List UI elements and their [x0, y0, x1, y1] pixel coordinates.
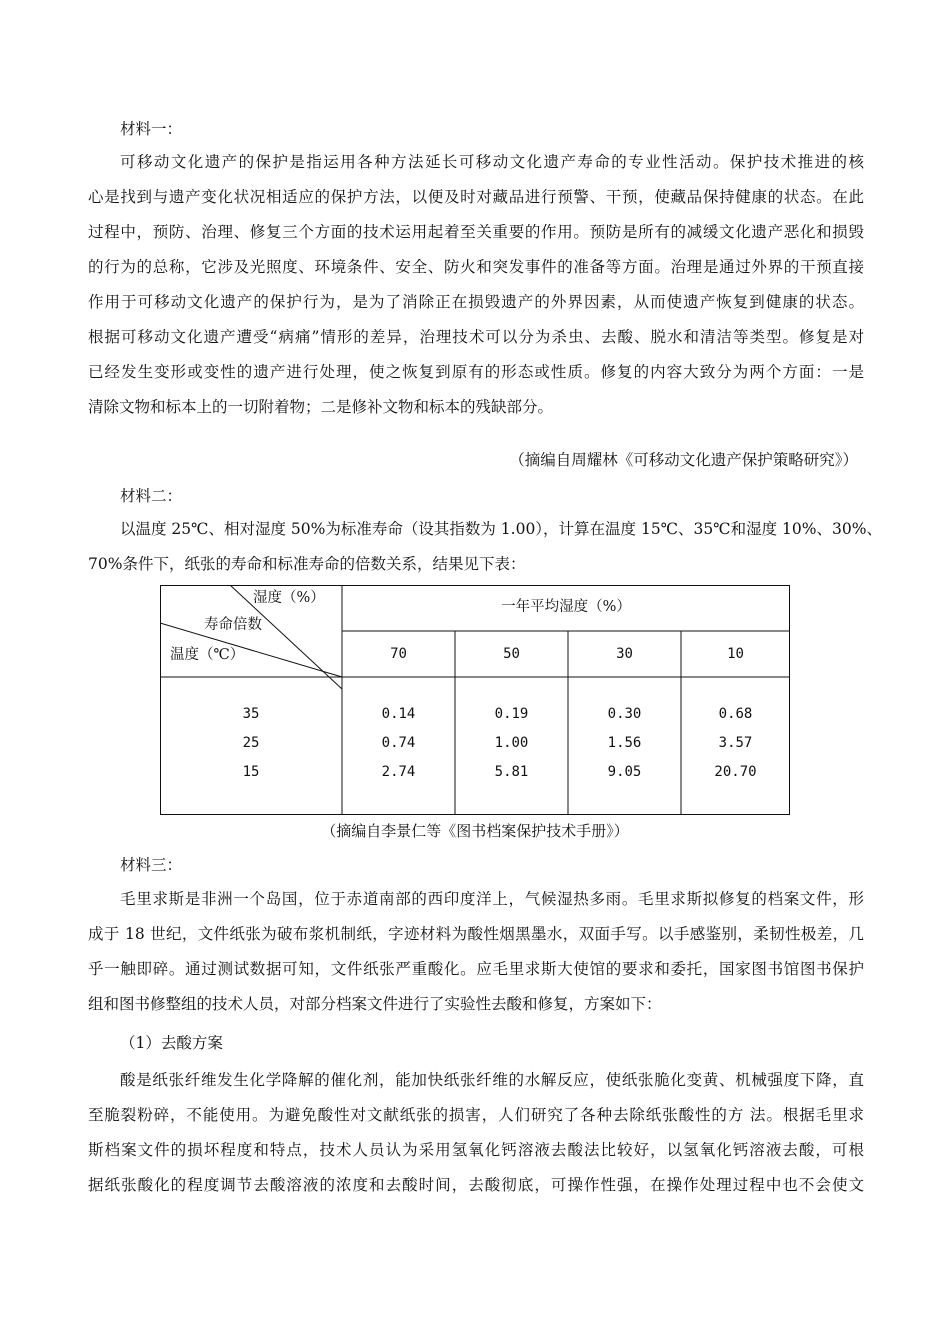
material-3-paragraph-line: 斯档案文件的损坏程度和特点，技术人员认为采用氢氧化钙溶液去酸法比较好，以氢氧化钙溶液去酸，可根	[88, 1141, 864, 1159]
table-corner-multiplier-label: 寿命倍数	[204, 617, 262, 633]
material-1-line: 作用于可移动文化遗产的保护行为，是为了消除正在损毁遗产的外界因素，从而使遗产恢复到健康的状态。	[88, 293, 864, 311]
table-col-header: 10	[727, 646, 744, 662]
table-cell: 0.14	[381, 706, 416, 722]
material-1-source: （摘编自周耀林《可移动文化遗产保护策略研究》）	[509, 451, 858, 469]
material-3-paragraph-line: 至脆裂粉碎，不能使用。为避免酸性对文献纸张的损害，人们研究了各种去除纸张酸性的方 法。根据毛里求	[88, 1106, 864, 1124]
material-2-source: （摘编自李景仁等《图书档案保护技术手册》）	[321, 822, 629, 840]
table-cell: 20.70	[714, 764, 757, 780]
material-2-line: 以温度 25℃、相对湿度 50%为标准寿命（设其指数为 1.00），计算在温度 15℃、35℃和湿度 10%、30%、	[120, 520, 882, 538]
material-1-line: 清除文物和标本上的一切附着物；二是修补文物和标本的残缺部分。	[88, 398, 554, 416]
table-cell: 9.05	[607, 764, 642, 780]
table-cell: 3.57	[718, 735, 753, 751]
life-multiplier-table	[160, 585, 790, 815]
material-1-line: 已经发生变形或变性的遗产进行处理，使之恢复到原有的形态或性质。修复的内容大致分为两个方面：一是	[88, 363, 864, 381]
material-3-heading: 材料三：	[120, 856, 183, 874]
table-cell: 0.30	[607, 706, 642, 722]
material-3-subheading: （1）去酸方案	[120, 1034, 223, 1052]
material-2-heading: 材料二：	[120, 487, 183, 505]
table-row-temperature: 25	[242, 735, 260, 751]
table-corner-temperature-label: 温度（℃）	[170, 647, 245, 663]
material-1-line: 可移动文化遗产的保护是指运用各种方法延长可移动文化遗产寿命的专业性活动。保护技术推进的核	[120, 153, 864, 171]
table-cell: 1.00	[494, 735, 529, 751]
table-col-header: 30	[616, 646, 633, 662]
material-1-line: 过程中，预防、治理、修复三个方面的技术运用起着至关重要的作用。预防是所有的减缓文化遗产恶化和损毁	[88, 223, 864, 241]
material-3-line: 乎一触即碎。通过测试数据可知，文件纸张严重酸化。应毛里求斯大使馆的要求和委托，国家图书馆图书保护	[88, 960, 864, 978]
table-cell: 1.56	[607, 735, 642, 751]
table-col-header: 70	[390, 646, 407, 662]
material-2-line: 70%条件下，纸张的寿命和标准寿命的倍数关系，结果见下表：	[88, 555, 526, 573]
table-cell: 0.74	[381, 735, 416, 751]
table-corner-humidity-label: 湿度（%）	[253, 590, 325, 606]
material-1-heading: 材料一：	[120, 120, 183, 138]
material-3-paragraph-line: 据纸张酸化的程度调节去酸溶液的浓度和去酸时间，去酸彻底，可操作性强，在操作处理过程中也不会使文	[88, 1176, 864, 1194]
table-cell: 0.19	[494, 706, 529, 722]
table-group-header: 一年平均湿度（%）	[501, 599, 631, 615]
material-1-line: 根据可移动文化遗产遭受“病痛”情形的差异，治理技术可以分为杀虫、去酸、脱水和清洁等类型。修复是对	[88, 328, 864, 346]
table-cell: 0.68	[718, 706, 753, 722]
material-1-line: 的行为的总称，它涉及光照度、环境条件、安全、防火和突发事件的准备等方面。治理是通过外界的干预直接	[88, 258, 864, 276]
material-3-line: 组和图书修整组的技术人员，对部分档案文件进行了实验性去酸和修复，方案如下：	[88, 995, 662, 1013]
material-3-paragraph-line: 酸是纸张纤维发生化学降解的催化剂，能加快纸张纤维的水解反应，使纸张脆化变黄、机械强度下降，直	[120, 1071, 864, 1089]
table-col-header: 50	[503, 646, 520, 662]
table-cell: 5.81	[494, 764, 529, 780]
material-3-line: 毛里求斯是非洲一个岛国，位于赤道南部的西印度洋上，气候湿热多雨。毛里求斯拟修复的档案文件，形	[120, 890, 864, 908]
material-3-line: 成于 18 世纪，文件纸张为破布浆机制纸，字迹材料为酸性烟黑墨水，双面手写。以手感鉴别，柔韧性极差，几	[88, 925, 864, 943]
table-row-temperature: 15	[242, 764, 260, 780]
table-row-temperature: 35	[242, 706, 260, 722]
material-1-line: 心是找到与遗产变化状况相适应的保护方法，以便及时对藏品进行预警、干预，使藏品保持健康的状态。在此	[88, 188, 864, 206]
table-cell: 2.74	[381, 764, 416, 780]
